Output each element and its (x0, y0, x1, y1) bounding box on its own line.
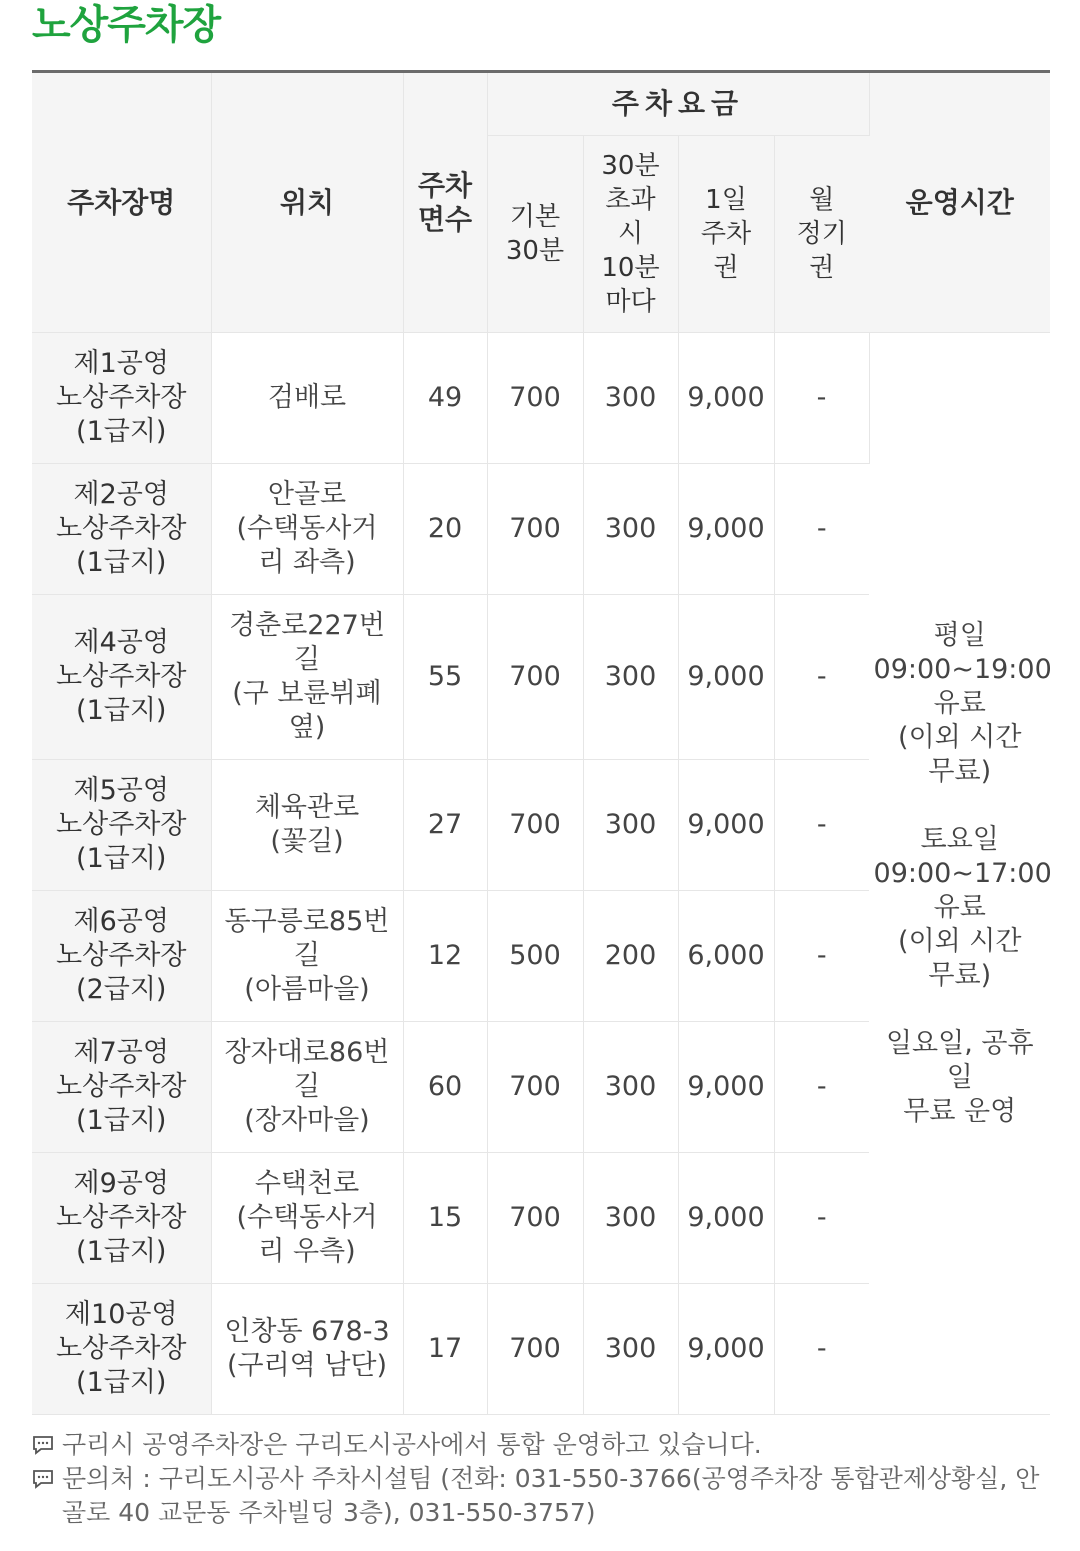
header-basic-line2: 30분 (505, 236, 565, 266)
header-monthly-line: 권 (809, 253, 835, 283)
header-monthly-line: 월 (809, 185, 835, 215)
location-cell (211, 1153, 403, 1284)
header-spaces-line2: 면수 (417, 202, 473, 236)
basic-fee-cell: 700 (487, 1153, 583, 1284)
note-text: 구리시 공영주차장은 구리도시공사에서 통합 운영하고 있습니다. (62, 1430, 762, 1459)
spaces-cell: 12 (403, 891, 487, 1022)
basic-fee-cell: 700 (487, 595, 583, 760)
parking-name-line: (1급지) (76, 547, 167, 578)
location-line: (아름마을) (244, 974, 370, 1005)
monthly-pass-cell: - (774, 1284, 869, 1415)
hours-line: 일요일, 공휴 (885, 1027, 1034, 1059)
location-line: 수택천로 (254, 1168, 360, 1199)
parking-name-line: 노상주차장 (56, 809, 187, 840)
parking-name-cell (32, 333, 211, 464)
location-cell (211, 760, 403, 891)
hours-spacer (874, 789, 1047, 823)
header-daily-line: 권 (713, 253, 739, 283)
header-fee-group: 주차요금 (487, 72, 869, 136)
over-fee-cell: 300 (583, 333, 678, 464)
hours-line: (이외 시간 (898, 925, 1022, 957)
hours-line: 평일 (933, 619, 986, 651)
parking-name-line: (1급지) (76, 695, 167, 726)
parking-name-line: (2급지) (76, 974, 167, 1005)
note-text: 문의처 : 구리도시공사 주차시설팀 (전화: 031-550-3766(공영주차장 통합관제상황실, 안골로 40 교문동 주차빌딩 3층), 031-550-3757) (62, 1464, 1040, 1527)
monthly-pass-cell: - (774, 464, 869, 595)
header-over-line: 초과 (605, 185, 656, 215)
spaces-cell: 15 (403, 1153, 487, 1284)
spaces-cell: 20 (403, 464, 487, 595)
parking-name-line: 노상주차장 (56, 1071, 187, 1102)
header-location: 위치 (211, 72, 403, 333)
location-line: (구 보륜뷔폐 (232, 678, 382, 709)
spaces-cell: 27 (403, 760, 487, 891)
parking-name-line: 노상주차장 (56, 382, 187, 413)
location-line: 동구릉로85번 (224, 906, 390, 937)
daily-pass-cell: 9,000 (678, 1284, 774, 1415)
daily-pass-cell: 9,000 (678, 464, 774, 595)
hours-spacer (874, 993, 1047, 1027)
location-line: 검배로 (267, 382, 347, 413)
location-line: 길 (293, 1071, 321, 1102)
location-cell (211, 464, 403, 595)
operating-hours-cell (869, 333, 1050, 1415)
parking-name-line: 노상주차장 (56, 1333, 187, 1364)
spaces-cell: 55 (403, 595, 487, 760)
header-monthly-line: 정기 (796, 219, 847, 249)
speech-bubble-icon (32, 1468, 54, 1490)
monthly-pass-cell: - (774, 1022, 869, 1153)
parking-name-line: 제5공영 (73, 775, 169, 806)
parking-name-cell (32, 760, 211, 891)
basic-fee-cell: 700 (487, 464, 583, 595)
location-line: (꽃길) (270, 826, 344, 857)
header-daily (678, 136, 774, 333)
header-spaces (403, 72, 487, 333)
location-cell (211, 333, 403, 464)
location-cell (211, 1022, 403, 1153)
header-daily-line: 1일 (705, 185, 747, 215)
over-fee-cell: 300 (583, 1284, 678, 1415)
header-name: 주차장명 (32, 72, 211, 333)
hours-line: (이외 시간 (898, 721, 1022, 753)
page-title: 노상주차장 (32, 2, 221, 48)
parking-name-line: 제2공영 (73, 479, 169, 510)
header-monthly (774, 136, 869, 333)
parking-name-line: (1급지) (76, 1367, 167, 1398)
location-line: 옆) (288, 712, 326, 743)
parking-name-cell (32, 1284, 211, 1415)
parking-name-line: 제10공영 (64, 1299, 178, 1330)
parking-name-line: 제1공영 (73, 348, 169, 379)
spaces-cell: 17 (403, 1284, 487, 1415)
note-item (32, 1462, 1050, 1530)
parking-name-line: 제4공영 (73, 627, 169, 658)
location-line: (수택동사거 (236, 513, 378, 544)
over-fee-cell: 300 (583, 595, 678, 760)
location-line: 인창동 678-3 (224, 1316, 390, 1347)
monthly-pass-cell: - (774, 333, 869, 464)
hours-line: 토요일 (920, 823, 999, 855)
location-line: 장자대로86번 (224, 1037, 390, 1068)
location-line: 길 (293, 644, 321, 675)
header-basic-line1: 기본 (509, 202, 561, 232)
hours-line: 유료 (933, 687, 986, 719)
spaces-cell: 60 (403, 1022, 487, 1153)
spaces-cell: 49 (403, 333, 487, 464)
speech-bubble-icon (32, 1434, 54, 1456)
parking-name-line: (1급지) (76, 1105, 167, 1136)
basic-fee-cell: 700 (487, 1022, 583, 1153)
over-fee-cell: 300 (583, 1022, 678, 1153)
parking-name-line: 노상주차장 (56, 513, 187, 544)
basic-fee-cell: 700 (487, 760, 583, 891)
location-cell (211, 891, 403, 1022)
daily-pass-cell: 9,000 (678, 595, 774, 760)
basic-fee-cell: 500 (487, 891, 583, 1022)
header-basic (487, 136, 583, 333)
header-hours: 운영시간 (869, 72, 1050, 333)
parking-name-line: 제7공영 (73, 1037, 169, 1068)
parking-name-line: 노상주차장 (56, 940, 187, 971)
location-cell (211, 1284, 403, 1415)
location-line: (수택동사거 (236, 1202, 378, 1233)
table-row (32, 333, 1050, 464)
header-spaces-line1: 주차 (417, 168, 473, 202)
parking-name-cell (32, 464, 211, 595)
monthly-pass-cell: - (774, 891, 869, 1022)
hours-line: 09:00~19:00 (873, 653, 1052, 685)
hours-line: 09:00~17:00 (873, 857, 1052, 889)
parking-name-cell (32, 1022, 211, 1153)
notes-section (32, 1428, 1050, 1530)
hours-line: 무료) (928, 959, 992, 991)
header-over-line: 10분 (601, 253, 660, 283)
basic-fee-cell: 700 (487, 333, 583, 464)
hours-line: 일 (946, 1061, 973, 1093)
parking-name-line: 노상주차장 (56, 1202, 187, 1233)
location-line: (구리역 남단) (226, 1350, 388, 1381)
parking-name-line: 노상주차장 (56, 661, 187, 692)
hours-line: 유료 (933, 891, 986, 923)
header-over (583, 136, 678, 333)
parking-name-line: 제9공영 (73, 1168, 169, 1199)
location-line: 안골로 (267, 479, 347, 510)
daily-pass-cell: 9,000 (678, 760, 774, 891)
location-line: 리 좌측) (258, 547, 356, 578)
location-line: 리 우측) (258, 1236, 356, 1267)
basic-fee-cell: 700 (487, 1284, 583, 1415)
location-line: (장자마을) (244, 1105, 370, 1136)
location-line: 체육관로 (254, 792, 360, 823)
over-fee-cell: 300 (583, 1153, 678, 1284)
location-cell (211, 595, 403, 760)
parking-name-cell (32, 1153, 211, 1284)
daily-pass-cell: 9,000 (678, 1022, 774, 1153)
over-fee-cell: 300 (583, 464, 678, 595)
daily-pass-cell: 9,000 (678, 333, 774, 464)
header-over-line: 시 (617, 219, 644, 249)
hours-line: 무료) (928, 755, 992, 787)
parking-name-cell (32, 595, 211, 760)
over-fee-cell: 200 (583, 891, 678, 1022)
location-line: 길 (293, 940, 321, 971)
parking-name-line: (1급지) (76, 1236, 167, 1267)
header-daily-line: 주차 (700, 219, 752, 249)
parking-name-line: 제6공영 (73, 906, 169, 937)
monthly-pass-cell: - (774, 1153, 869, 1284)
note-item (32, 1428, 1050, 1462)
parking-name-line: (1급지) (76, 416, 167, 447)
monthly-pass-cell: - (774, 595, 869, 760)
header-over-line: 마다 (605, 287, 656, 317)
location-line: 경춘로227번 (229, 610, 385, 641)
parking-name-cell (32, 891, 211, 1022)
header-over-line: 30분 (601, 151, 660, 181)
parking-table (32, 70, 1050, 1415)
monthly-pass-cell: - (774, 760, 869, 891)
daily-pass-cell: 9,000 (678, 1153, 774, 1284)
over-fee-cell: 300 (583, 760, 678, 891)
daily-pass-cell: 6,000 (678, 891, 774, 1022)
parking-name-line: (1급지) (76, 843, 167, 874)
hours-line: 무료 운영 (903, 1095, 1017, 1127)
